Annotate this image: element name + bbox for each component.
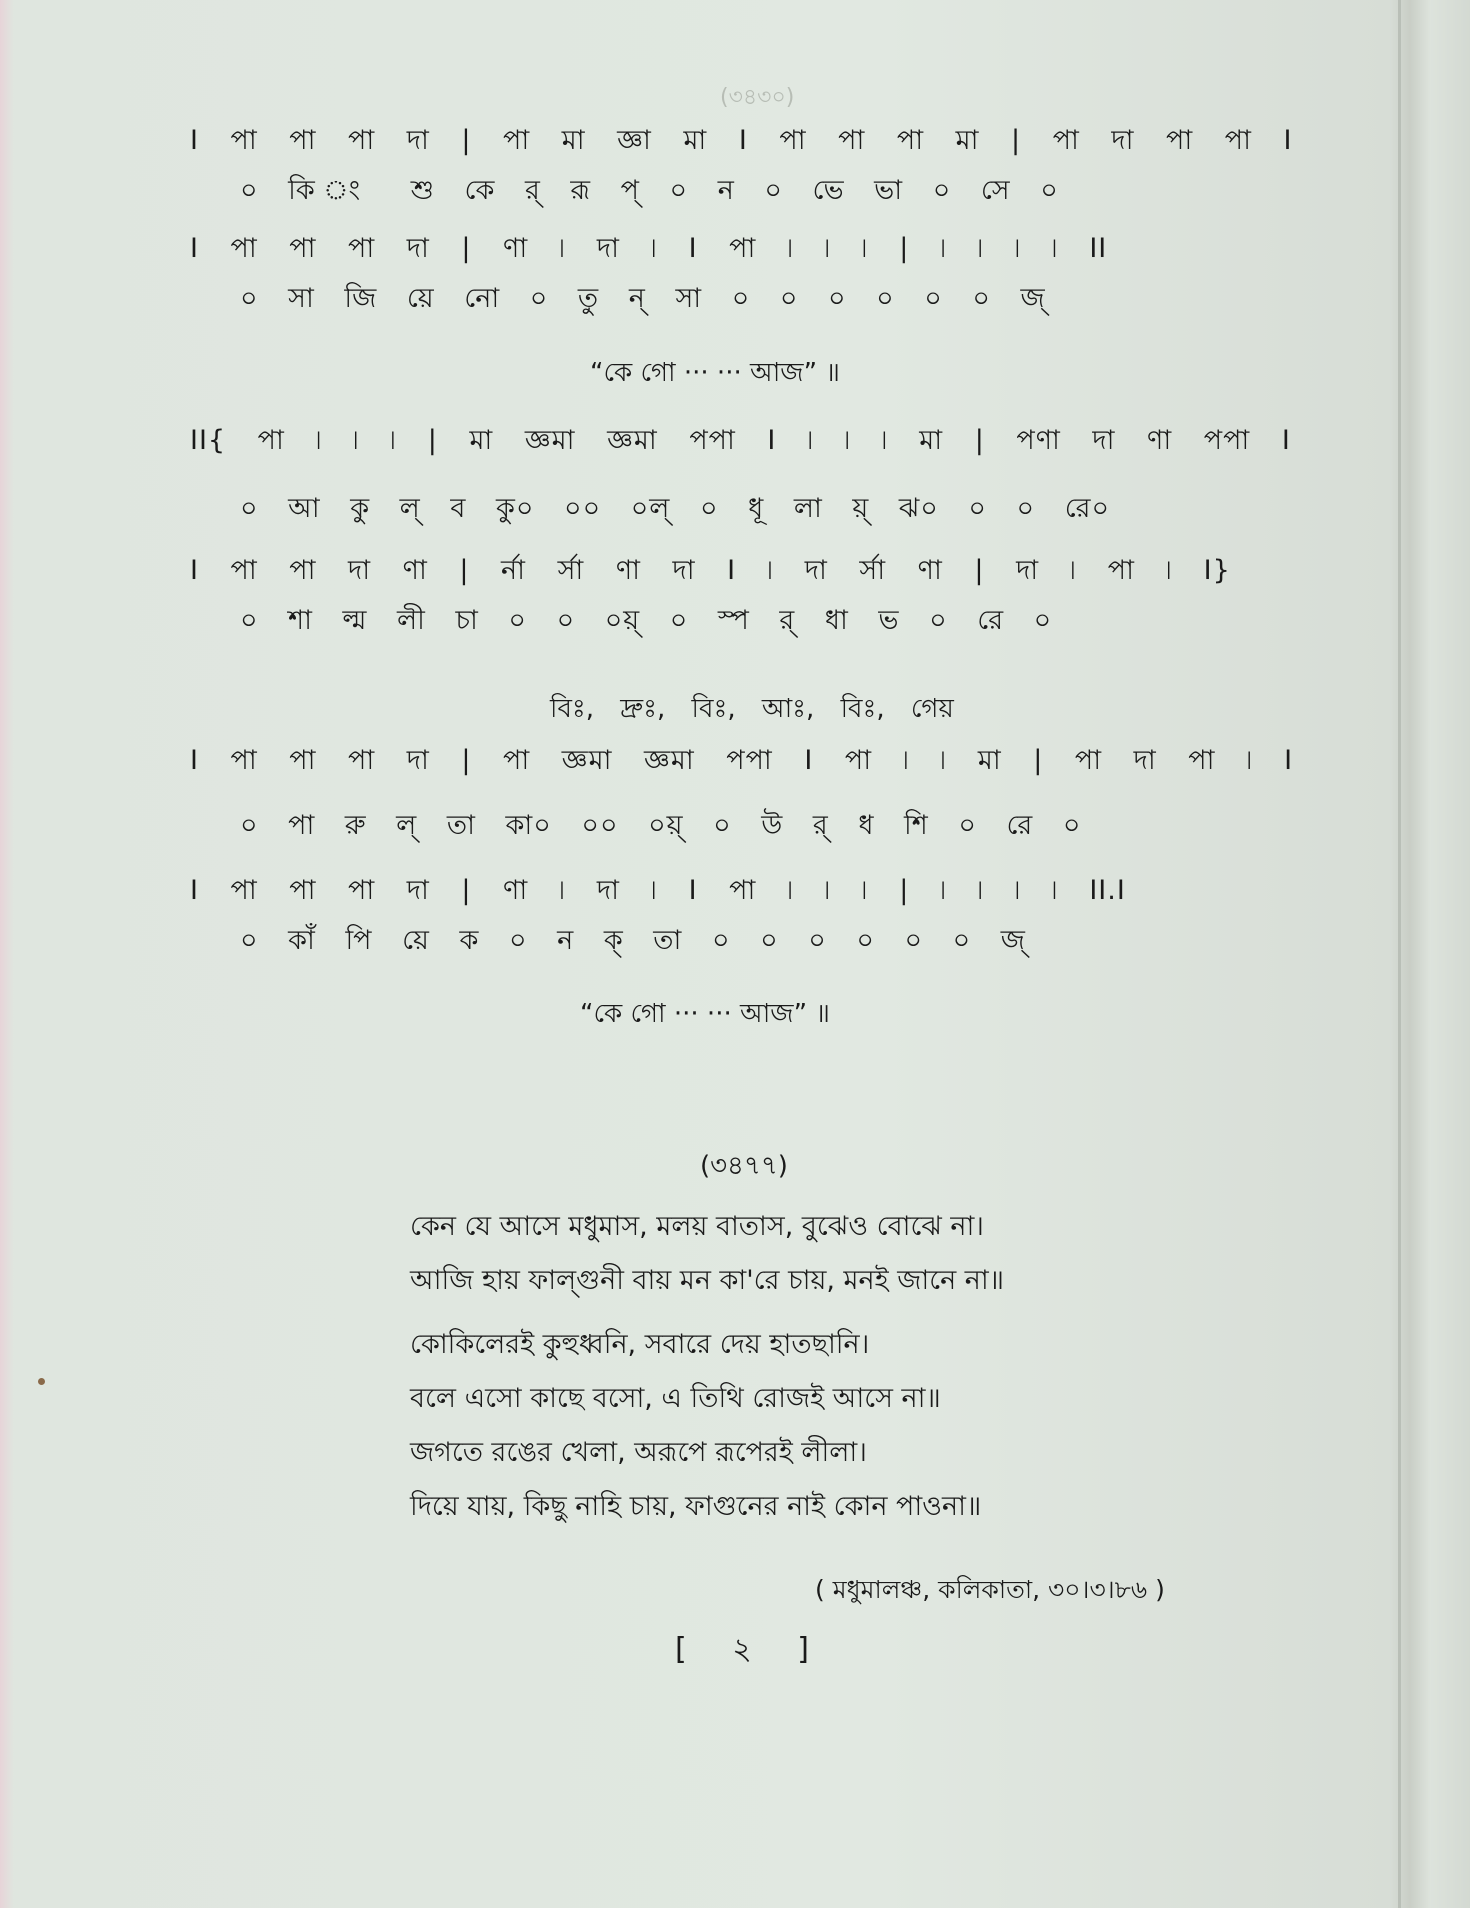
staff-6 [190,870,1340,980]
staff-4 [190,550,1340,660]
paper-stain [38,1378,45,1385]
swara-line: I পা পা পা দা | পা জ্ঞমা জ্ঞমা পপা I পা ৷ ৷ মা | পা দা পা ৷ I [190,745,1294,776]
verse-line: কোকিলেরই কুহুধ্বনি, সবারে দেয় হাতছানি। [410,1329,870,1360]
verse-line: আজি হায় ফাল্গুনী বায় মন কা'রে চায়, মনই জানে না॥ [410,1265,1005,1296]
source-citation: ( মধুমালঞ্চ, কলিকাতা, ৩০।৩।৮৬ ) [815,1575,1165,1604]
lyric-line: ০ কি ং শু কে র্ রূ প্ ০ ন ০ ভে ভা ০ সে ০ [240,175,1059,206]
staff-2 [190,228,1340,338]
verse-stanza-3 [410,1426,981,1534]
staff-5 [190,740,1340,850]
staff-3 [190,420,1340,530]
refrain-cue: “কে গো ··· ··· আজ” ॥ [580,999,831,1029]
performance-cue: বিঃ, দ্রুঃ, বিঃ, আঃ, বিঃ, গেয় [550,694,954,724]
lyric-line: ০ সা জি য়ে নো ০ তু ন্ সা ০ ০ ০ ০ ০ ০ জ্ [240,283,1046,314]
bleed-through-number: (৩৪৩০) [720,85,795,110]
refrain-cue: “কে গো ··· ··· আজ” ॥ [590,358,841,388]
verse-line: জগতে রঙের খেলা, অরূপে রূপেরই লীলা। [410,1437,867,1468]
swara-line: I পা পা দা ণা | র্না র্সা ণা দা I ৷ দা র্সা ণা | দা ৷ পা ৷ I} [190,555,1231,586]
swara-line: I পা পা পা দা | ণা ৷ দা ৷ I পা ৷ ৷ ৷ | ৷ ৷ ৷ ৷ II [190,233,1108,264]
verse-line: দিয়ে যায়, কিছু নাহি চায়, ফাগুনের নাই কোন পাওনা॥ [410,1491,982,1522]
lyric-line: ০ কাঁ পি য়ে ক ০ ন ক্ তা ০ ০ ০ ০ ০ ০ জ্ [240,925,1026,956]
lyric-line: ০ শা ল্ম লী চা ০ ০ ০য়্ ০ স্প র্ ধা ভ ০ রে ০ [240,605,1053,636]
swara-line: II{ পা ৷ ৷ ৷ | মা জ্ঞমা জ্ঞমা পপা I ৷ ৷ ৷ মা | পণা দা ণা পপা I [190,425,1291,456]
staff-1 [190,120,1340,230]
verse-stanza-1 [410,1200,1004,1308]
swara-line: I পা পা পা দা | ণা ৷ দা ৷ I পা ৷ ৷ ৷ | ৷ ৷ ৷ ৷ II.I [190,875,1126,906]
swara-line: I পা পা পা দা | পা মা জ্ঞা মা I পা পা পা মা | পা দা পা পা I [190,125,1293,156]
verse-line: বলে এসো কাছে বসো, এ তিথি রোজই আসে না॥ [410,1383,941,1414]
page-fold [1398,0,1401,1908]
page-number: [ ২ ] [675,1632,827,1667]
verse-stanza-2 [410,1318,941,1426]
verse-line: কেন যে আসে মধুমাস, মলয় বাতাস, বুঝেও বোঝে না। [410,1211,984,1242]
song-number: (৩৪৭৭) [700,1151,788,1181]
lyric-line: ০ পা রু ল্ তা কা০ ০০ ০য়্ ০ উ র্ ধ শি ০ রে ০ [240,810,1082,841]
lyric-line: ০ আ কু ল্ ব কু০ ০০ ০ল্ ০ ধূ লা য়্ ঝ০ ০ ০ রে০ [240,493,1111,524]
